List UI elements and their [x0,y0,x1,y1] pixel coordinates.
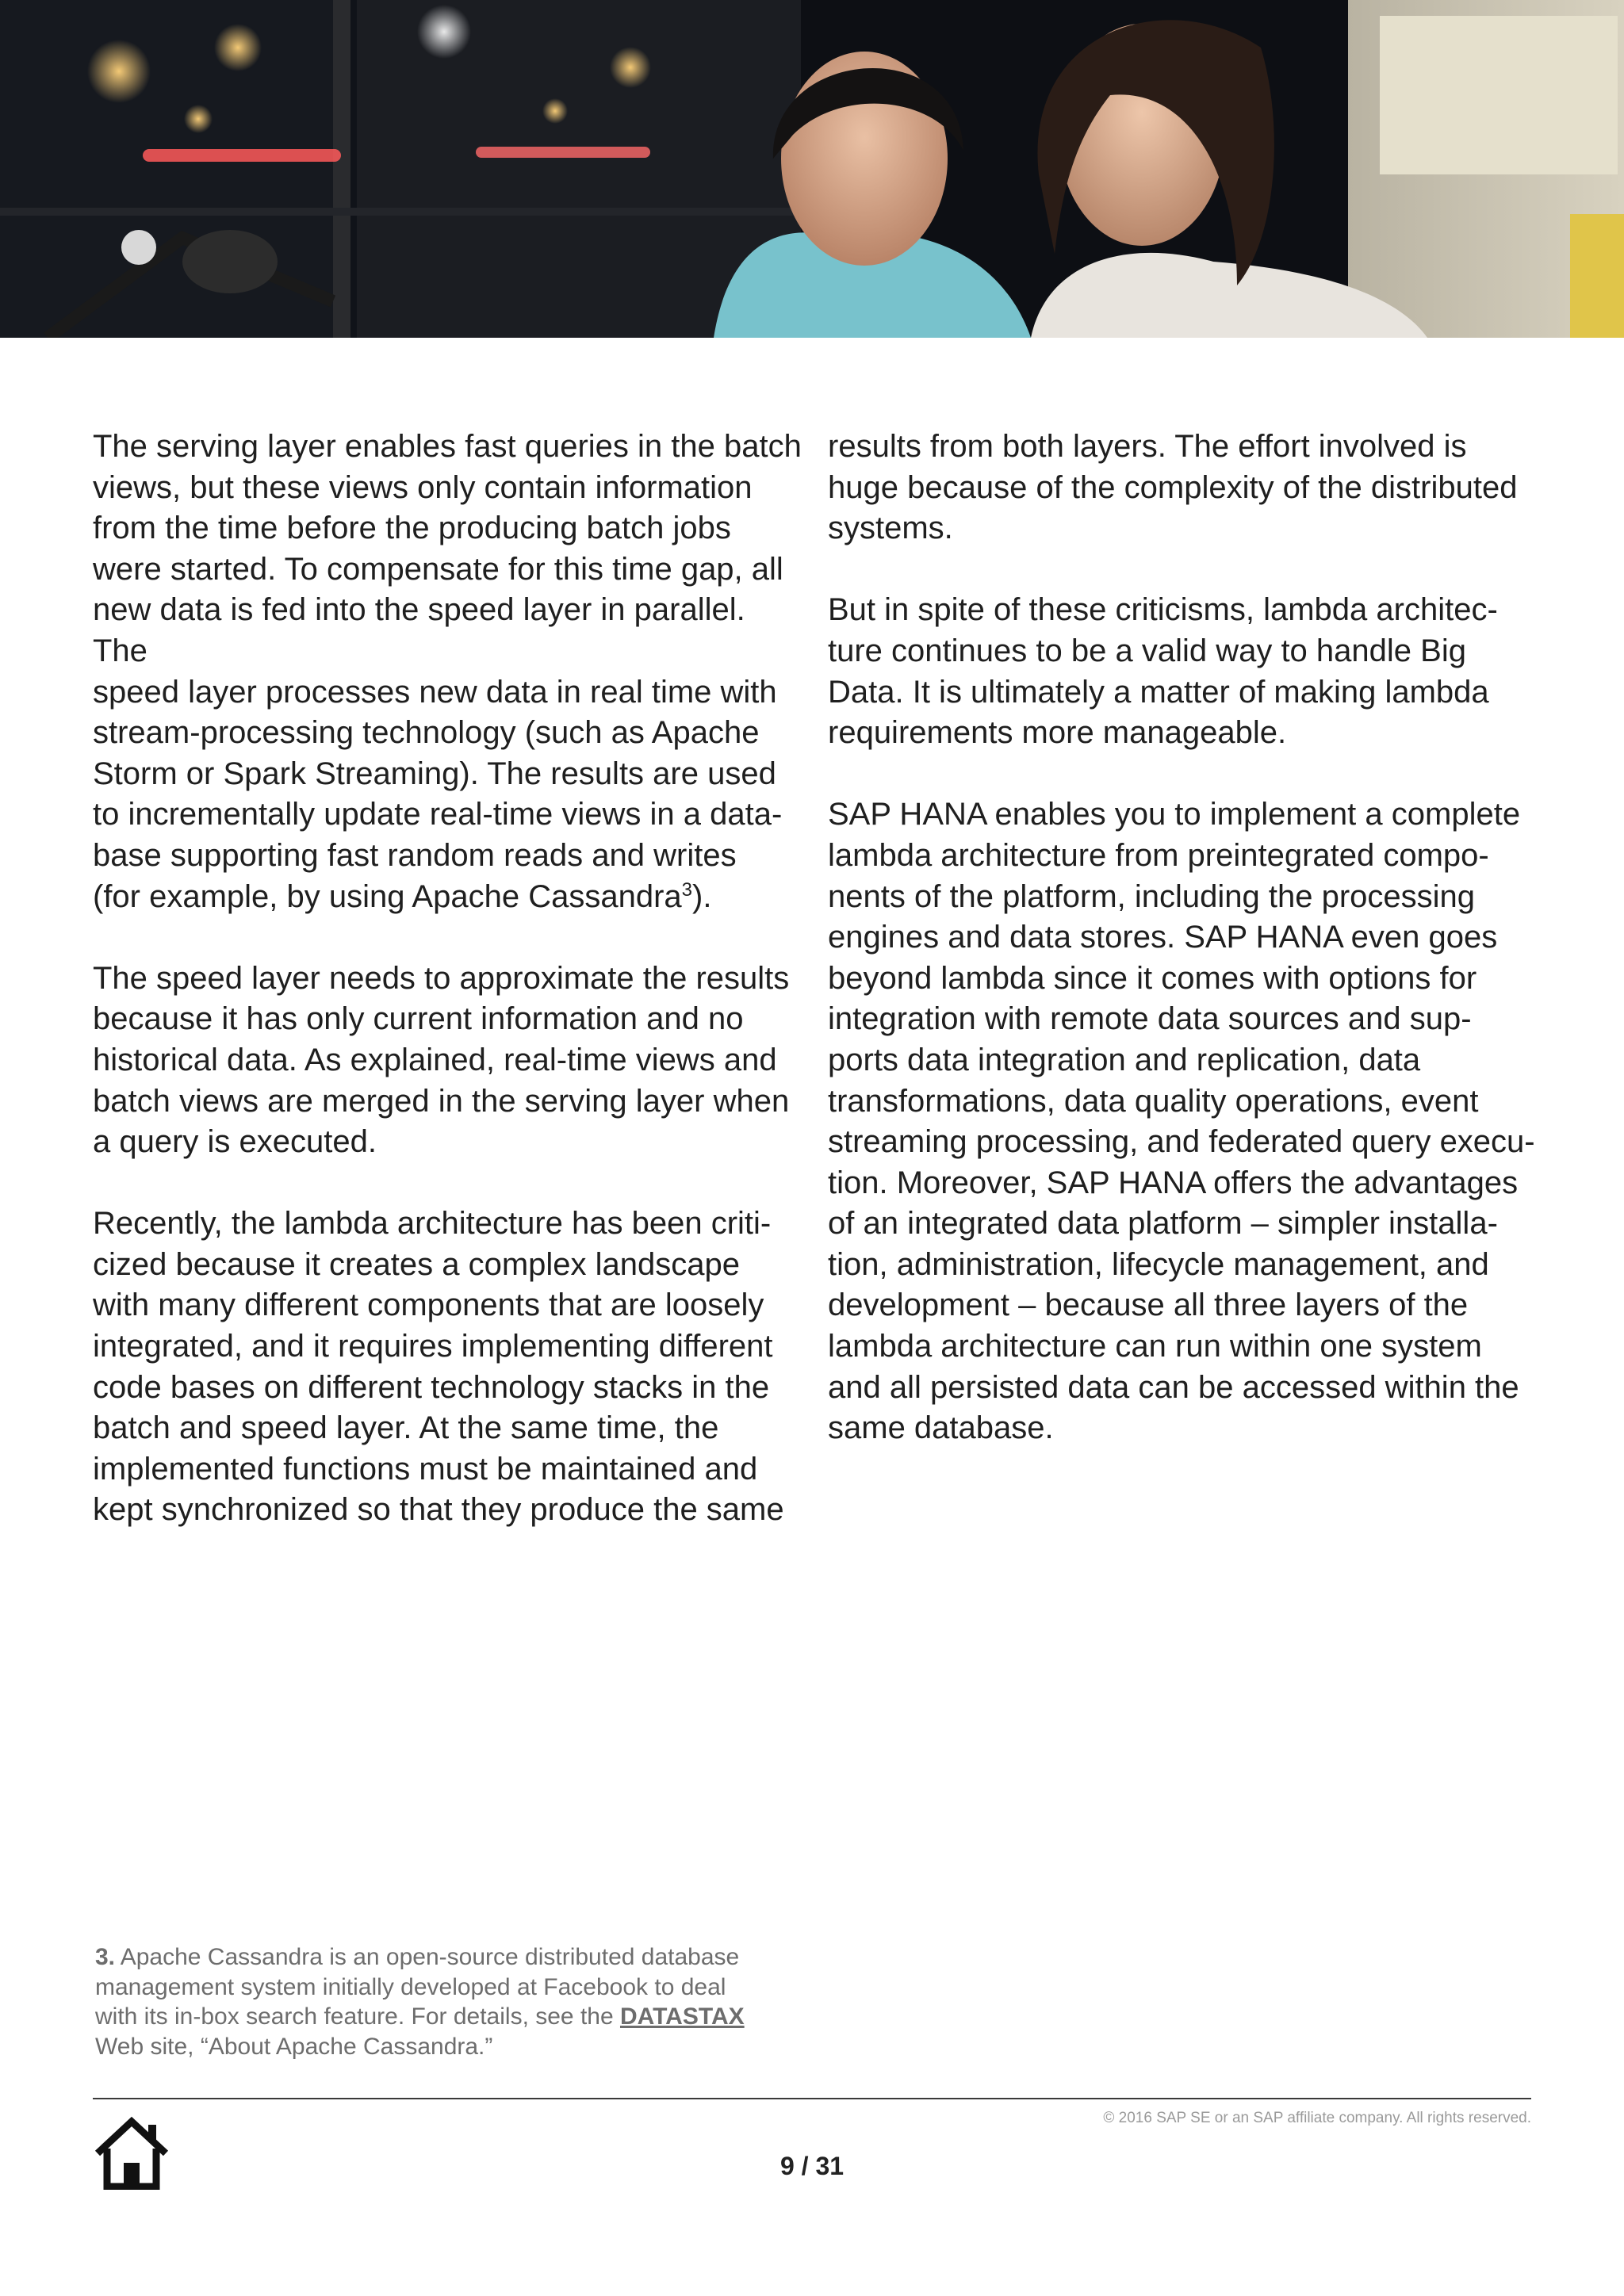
paragraph-results-both-layers: results from both layers. The effort involved is huge because of the complexity of the distributed systems. [828,429,1518,546]
paragraph-speed-layer: The speed layer needs to approximate the results because it has only current information and no historical data. As explained, real-time views and batch views are merged in the serving layer when a query is executed. [93,960,790,1160]
hero-photo-illustration [0,0,1624,338]
footnote-reference[interactable]: 3 [681,878,692,901]
footnote-text-end: Web site, “About Apache Cassandra.” [95,2033,493,2060]
paragraph-serving-layer: The serving layer enables fast queries in the batch views, but these views only contain information from the time before the producing batch jobs were started. To compensate for this time gap, all new data is fed into the speed layer in parallel. The speed layer processes new data in real time with stream-processing technology (such as Apache Storm or Spark Streaming). The results are used to incrementally update real-time views in a data- base supporting fast random reads and writes (for example, by using Apache Cassandra$^3$). [93,429,802,914]
footnote-number: 3. [95,1944,116,1970]
footer-divider [93,2098,1531,2099]
datastax-link[interactable]: DATASTAX [619,2003,745,2030]
hero-photo [0,0,1624,338]
page-indicator: 9 / 31 [779,2152,845,2180]
body-column-left [93,427,806,1531]
footnote-text: Apache Cassandra is an open-source distributed database management system initially developed at Facebook to deal with its in-box search feature. For details, see the [95,1944,740,2030]
paragraph-criticism: Recently, the lambda architecture has been criti- cized because it creates a complex landscape with many different components that are loosely integrated, and it requires implementing different code bases on different technology stacks in the batch and speed layer. At the same time, the implemented functions must be maintained and kept synchronized so that they produce the same [93,1206,784,1528]
paragraph-sap-hana: SAP HANA enables you to implement a complete lambda architecture from preintegrated compo- nents of the platform, including the processing engines and data stores. SAP HANA even goes beyond lambda since it comes with options for integration with remote data sources and sup- ports data integration and replication, data transformations, data quality operations, event streaming processing, and federated query execu- tion. Moreover, SAP HANA offers the advantages of an integrated data platform – simpler installa- tion, administration, lifecycle management, and development – because all three layers of the lambda architecture can run within one system and all persisted data can be accessed within the same database. [828,797,1535,1446]
body-column-right [828,427,1542,1449]
footnote [95,1942,809,2061]
paragraph-valid-way: But in spite of these criticisms, lambda architec- ture continues to be a valid way to handle Big Data. It is ultimately a matter of making lambda requirements more manageable. [828,592,1498,751]
copyright-notice: © 2016 SAP SE or an SAP affiliate company. All rights reserved. [1103,2110,1531,2126]
